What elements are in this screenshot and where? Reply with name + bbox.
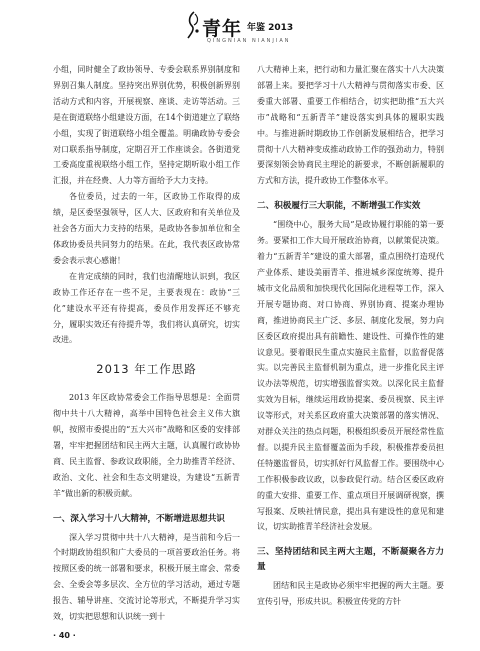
- left-column: [53, 62, 240, 625]
- paragraph: 团结和民主是政协必须牢牢把握的两大主题。要宣传引导，形成共识。积极宣传党的方针: [257, 581, 444, 607]
- page-header: [0, 0, 480, 50]
- logo-subtitle: 年鉴 2013: [247, 23, 294, 33]
- section-title: 2013 年工作思路: [96, 362, 197, 377]
- paragraph: “围绕中心，服务大局”是政协履行职能的第一要务。要紧扣工作大局开展政治协商，以献策促决策。着力“五新青羊”建设的重大部署，重点围绕打造现代产业体系、建设美丽青羊、推进城乡深度统筹、提升城市文化品质和加快现代化国际化进程等工作，深入开展专题协商、对口协商、界别协商、提案办理协商，推进协商民主广泛、多层、制度化发展，努力向区委区政府提出具有前瞻性、建设性、可操作性的建议意见。要着眼民生重点实施民主监督，以监督促落实。以完善民主监督机制为重点，进一步推化民主评议办法等规范，切实增强监督实效。以深化民主监督实效为目标，继续运用政协提案、委员视察、民主评议等形式，对关系区政府重大决策部署的落实情况、对群众关注的热点问题，积极组织委员开展经常性监督。以提升民主监督覆盖面为手段，积极推荐委员担任特邀监督员，切实抓好行风监督工作。要围绕中心工作积极参政议政，以参政促行动。结合区委区政府的重大安排、重要工作、重点项目开展调研视察，撰写报案、反映社情民意，提出具有建设性的意见和建议，切实助推青羊经济社会发展。: [257, 220, 444, 532]
- yearbook-logo: [185, 10, 305, 46]
- paragraph: 深入学习贯彻中共十八大精神，是当前和今后一个时期政协组织和广大委员的一项首要政治任务。将按照区委的统一部署和要求，积极开展主席会、常委会、全委会等多层次、全方位的学习活动，通过专题报告、辅导讲座、交流讨论等形式，不断提升学习实效，切实把思想和认识统一到十: [53, 532, 240, 622]
- subheading: 二、积极履行三大职能，不断增强工作实效: [257, 201, 421, 212]
- subheading: 三、坚持团结和民主两大主题，不断凝聚各方力量: [257, 547, 444, 573]
- paragraph: 八大精神上来，把行动和力量汇聚在落实十八大决策部署上来。要把学习十八大精神与贯彻落实市委、区委重大部署、重要工作相结合，切实把助推“五大兴市”战略和“五新青羊”建设落实到具体的履职实践中。与推进新时期政协工作创新发展相结合，把学习贯彻十八大精神变成推动政协工作的强劲动力，特别要深刻领会协商民主理论的新要求，不断创新履职的方式和方法，提升政协工作整体水平。: [257, 65, 444, 186]
- logo-title: 青年: [202, 18, 243, 40]
- right-column: [257, 62, 444, 610]
- page-number: · 40 ·: [53, 631, 76, 640]
- paragraph: 各位委员，过去的一年，区政协工作取得的成绩，是区委坚强领导，区人大、区政府和有关单位及社会各方面大力支持的结果，是政协各参加单位和全体政协委员共同努力的结果。在此，我代表区政协常委会表示衷心感谢！: [53, 192, 240, 265]
- logo-pinyin: QINGNIAN NIANJIAN: [207, 38, 291, 44]
- paragraph: 2013 年区政协常委会工作指导思想是：全面贯彻中共十八大精神，高举中国特色社会主义伟大旗帜，按照市委提出的“五大兴市”战略和区委的安排部署，牢牢把握团结和民主两大主题，认真履行政协协商、民主监督、参政议政职能，全力助推青羊经济、政治、文化、社会和生态文明建设，为建设“五新青羊”做出新的积极贡献。: [53, 393, 240, 498]
- paragraph: 小组，同时健全了政协领导、专委会联系界别制度和界别召集人制度。坚持突出界别优势，积极创新界别活动方式和内容，开展视察、座谈、走访等活动。三是在街道联络小组建设方面，在14个街道建立了联络小组，实现了街道联络小组全覆盖。明确政协专委会对口联系指导制度，定期召开工作座谈会。各街道党工委高度重视联络小组工作，坚持定期听取小组工作汇报，并在经费、人力等方面给予大力支持。: [53, 65, 240, 186]
- subheading: 一、深入学习十八大精神，不断增进思想共识: [53, 513, 225, 524]
- paragraph: 在肯定成绩的同时，我们也清醒地认识到，我区政协工作还存在一些不足，主要表现在：政协“三化”建设水平还有待提高，委员作用发挥还不够充分，履职实效还有待提升等，我们将认真研究，切实改进。: [53, 271, 240, 345]
- logo-ornament-icon: [185, 10, 203, 40]
